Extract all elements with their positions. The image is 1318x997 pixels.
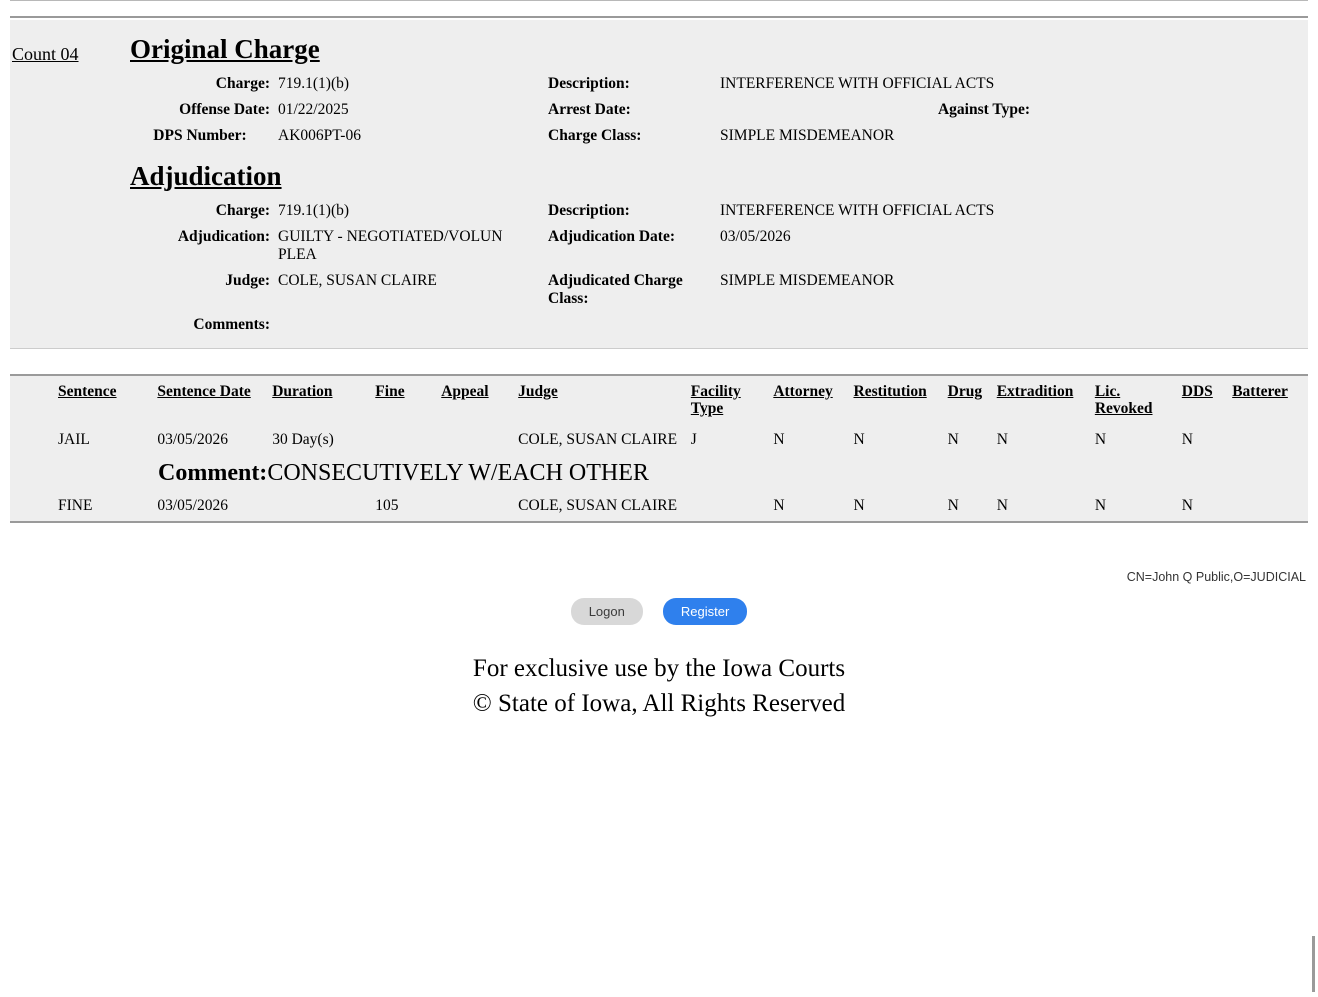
sentence-table-body [10,426,1308,521]
th-extradition[interactable]: Extradition [996,383,1074,400]
adj-charge-value: 719.1(1)(b) [278,202,350,220]
adjudication-value: GUILTY - NEGOTIATED/VOLUN PLEA [278,228,503,264]
th-drug[interactable]: Drug [947,383,983,400]
adj-description-value: INTERFERENCE WITH OFFICIAL ACTS [720,202,995,220]
original-charge-fields [130,71,1308,149]
th-duration[interactable]: Duration [272,383,333,400]
comment-line [14,460,1304,486]
comment-row [10,455,1308,492]
cell-lic-revoked: N [1094,430,1107,448]
adj-description-label: Description: [548,202,630,220]
comments-spacer2 [720,312,1308,338]
table-row [10,492,1308,521]
dps-number-value: AK006PT-06 [278,127,361,145]
copyright-block [0,652,1318,721]
cell-restitution: N [853,497,865,515]
sentence-table-wrapper [10,374,1308,523]
offense-date-value: 01/22/2025 [278,101,349,119]
cell-restitution: N [853,430,865,448]
logon-button[interactable]: Logon [571,598,643,625]
cell-fine: 105 [375,497,399,515]
comment-value: CONSECUTIVELY W/EACH OTHER [267,459,649,486]
cell-appeal [437,426,514,455]
cell-sentence: FINE [58,497,93,515]
cell-dds: N [1181,430,1193,448]
top-divider [10,0,1308,18]
original-charge-title: Original Charge [130,34,320,64]
adjudicated-charge-class-label: Adjudicated Charge Class: [548,272,683,308]
adjudicated-charge-class-value: SIMPLE MISDEMEANOR [720,272,895,290]
th-dds[interactable]: DDS [1181,383,1213,400]
description-value: INTERFERENCE WITH OFFICIAL ACTS [720,75,995,93]
count-label: Count 04 [12,44,79,64]
sentence-table-head [10,376,1308,426]
adjudication-label: Adjudication: [177,228,270,246]
cell-lic-revoked: N [1094,497,1107,515]
cell-extradition: N [996,497,1008,515]
cell-attorney: N [773,430,785,448]
adj-charge-label: Charge: [215,202,270,220]
th-attorney[interactable]: Attorney [773,383,833,400]
cell-judge: COLE, SUSAN CLAIRE [518,497,678,515]
charge-value: 719.1(1)(b) [278,75,350,93]
comments-value [278,312,548,338]
against-type-label: Against Type: [937,101,1030,119]
comment-label: Comment: [158,459,268,486]
copyright-line-2: © State of Iowa, All Rights Reserved [472,689,846,717]
adjudication-fields [130,198,1308,338]
cell-batterer [1228,492,1308,521]
cell-duration [268,492,371,521]
charge-class-label: Charge Class: [548,127,642,145]
cell-sentence-date: 03/05/2026 [157,497,228,515]
description-label: Description: [548,75,630,93]
adjudication-date-value: 03/05/2026 [720,228,791,246]
table-row [10,426,1308,455]
th-lic-revoked[interactable]: Lic. Revoked [1094,383,1153,418]
cell-facility-type [687,492,770,521]
copyright-line-1: For exclusive use by the Iowa Courts [472,655,846,682]
cell-appeal [437,492,514,521]
footer-button-row [0,598,1318,625]
th-facility-type[interactable]: Facility Type [690,383,741,418]
adjudication-title: Adjudication [130,161,282,192]
th-sentence[interactable]: Sentence [58,383,117,400]
sentence-table [10,376,1308,521]
table-header-row [10,376,1308,426]
cell-sentence: JAIL [58,430,90,448]
register-button[interactable]: Register [663,598,747,625]
cell-dds: N [1181,497,1193,515]
cell-attorney: N [773,497,785,515]
charge-class-value: SIMPLE MISDEMEANOR [720,127,895,145]
comments-spacer [548,312,720,338]
charge-label: Charge: [215,75,270,93]
judge-value: COLE, SUSAN CLAIRE [278,272,437,290]
cell-drug: N [947,430,959,448]
th-judge[interactable]: Judge [518,383,558,400]
cell-batterer [1228,426,1308,455]
comments-label: Comments: [193,316,270,334]
comment-cell [10,455,1308,492]
arrest-date-label: Arrest Date: [548,101,631,119]
th-fine[interactable]: Fine [375,383,405,400]
judge-label: Judge: [225,272,270,290]
offense-date-label: Offense Date: [179,101,270,119]
cell-judge: COLE, SUSAN CLAIRE [518,430,678,448]
cell-drug: N [947,497,959,515]
arrest-date-value-wrap [720,97,1308,123]
th-sentence-date[interactable]: Sentence Date [157,383,251,400]
cell-facility-type: J [690,430,697,448]
th-appeal[interactable]: Appeal [441,383,489,400]
th-restitution[interactable]: Restitution [853,383,927,400]
original-charge-section [10,20,1308,348]
th-batterer[interactable]: Batterer [1232,383,1288,400]
dps-number-label: DPS Number: [153,127,247,145]
cell-duration: 30 Day(s) [272,430,334,448]
charge-block [10,20,1308,349]
cell-sentence-date: 03/05/2026 [157,430,228,448]
cell-fine [371,426,437,455]
scrollbar-thumb[interactable] [1312,936,1315,992]
cell-extradition: N [996,430,1008,448]
adjudication-date-label: Adjudication Date: [548,228,676,246]
certificate-text: CN=John Q Public,O=JUDICIAL [1126,570,1306,584]
